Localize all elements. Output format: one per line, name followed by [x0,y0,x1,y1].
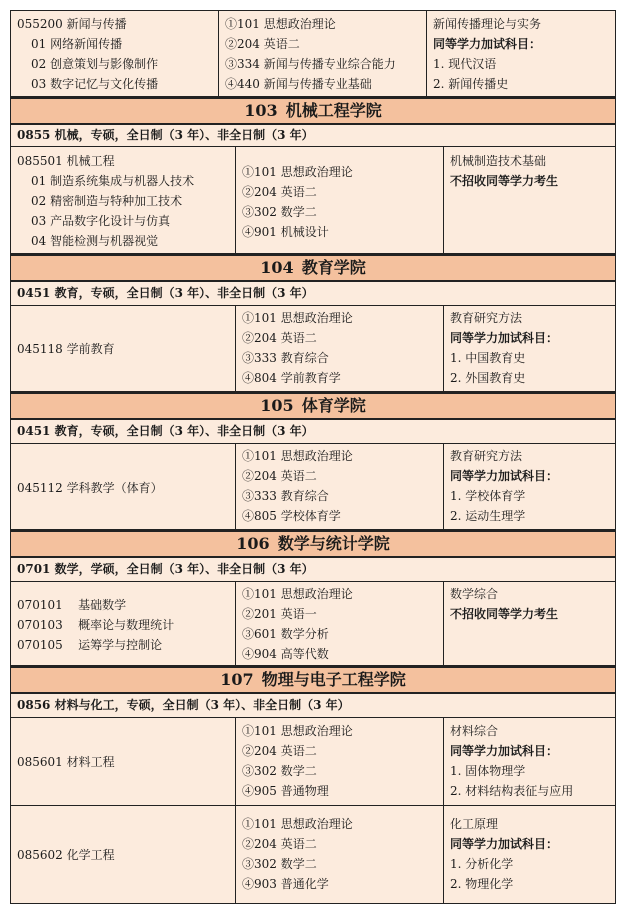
exam-item: ①101 思想政治理论 [242,311,353,325]
major-code: 085601 材料工程 [17,755,115,769]
exam-item: ④805 学校体育学 [242,509,341,523]
exam-cell [235,718,443,805]
exam-item: ①101 思想政治理论 [242,724,353,738]
major-item: 070105 运筹学与控制论 [17,638,163,652]
retest-item: 同等学力加试科目： [450,837,559,851]
exam-cell [235,582,443,665]
college-name: 体育学院 [301,396,366,415]
retest-item: 2. 外国教育史 [450,371,526,385]
exam-cell [235,147,443,253]
exam-item: ③302 数学二 [242,205,317,219]
college-name: 教育学院 [301,258,366,277]
exam-item: ②204 英语二 [242,331,317,345]
exam-item: ④804 学前教育学 [242,371,341,385]
retest-item: 2. 物理化学 [450,877,514,891]
major-code: 045112 学科教学（体育） [17,481,163,495]
retest-item: 2. 材料结构表征与应用 [450,784,574,798]
direction-item: 03 产品数字化设计与仿真 [31,214,171,228]
exam-item: ②204 英语二 [242,837,317,851]
major-code: 045118 学前教育 [17,342,115,356]
major-cell [11,11,218,96]
direction-item: 02 精密制造与特种加工技术 [31,194,183,208]
retest-item: 化工原理 [450,817,499,831]
major-cell [11,806,235,903]
direction-item: 02 创意策划与影像制作 [31,57,159,71]
exam-item: ②204 英语二 [242,185,317,199]
retest-item: 2. 运动生理学 [450,509,526,523]
college-number: 107 [220,670,254,689]
exam-item: ①101 思想政治理论 [242,449,353,463]
college-number: 105 [260,396,294,415]
retest-item: 1. 中国教育史 [450,351,526,365]
exam-item: ②204 英语二 [242,469,317,483]
exam-item: ④903 普通化学 [242,877,329,891]
program-row-chemical [10,806,616,904]
retest-item: 新闻传播理论与实务 [433,17,542,31]
exam-cell [235,806,443,903]
category-row: 0451 教育，专硕，全日制（3 年）、非全日制（3 年） [10,282,616,306]
retest-item: 1. 现代汉语 [433,57,497,71]
retest-cell [426,11,615,96]
exam-item: ④901 机械设计 [242,225,329,239]
exam-cell [235,444,443,529]
college-header-104 [10,254,616,282]
direction-item: 04 智能检测与机器视觉 [31,234,159,248]
retest-item: 1. 固体物理学 [450,764,526,778]
program-row-mechanical [10,147,616,254]
college-number: 104 [260,258,294,277]
college-number: 106 [236,534,270,553]
exam-item: ③333 教育综合 [242,489,329,503]
retest-cell [443,444,615,529]
exam-item: ③333 教育综合 [242,351,329,365]
direction-item: 01 制造系统集成与机器人技术 [31,174,195,188]
exam-item: ①101 思想政治理论 [242,817,353,831]
major-cell [11,582,235,665]
major-cell [11,718,235,805]
retest-item: 不招收同等学力考生 [450,607,559,621]
exam-cell [218,11,426,96]
exam-item: ③302 数学二 [242,764,317,778]
retest-item: 不招收同等学力考生 [450,174,559,188]
exam-item: ①101 思想政治理论 [242,165,353,179]
college-name: 机械工程学院 [285,101,382,120]
retest-item: 数学综合 [450,587,499,601]
major-code: 085602 化学工程 [17,848,115,862]
retest-item: 教育研究方法 [450,449,523,463]
category-row: 0701 数学，学硕，全日制（3 年）、非全日制（3 年） [10,558,616,582]
program-row-pe [10,444,616,530]
exam-item: ②204 英语二 [242,744,317,758]
college-name: 物理与电子工程学院 [261,670,406,689]
retest-cell [443,306,615,391]
program-row-news [10,10,616,97]
college-header-105 [10,392,616,420]
exam-item: ③334 新闻与传播专业综合能力 [225,57,396,71]
college-header-107 [10,666,616,694]
retest-item: 1. 学校体育学 [450,489,526,503]
retest-item: 同等学力加试科目： [433,37,542,51]
program-row-preschool [10,306,616,392]
exam-item: ④440 新闻与传播专业基础 [225,77,372,91]
retest-cell [443,147,615,253]
retest-cell [443,718,615,805]
college-header-106 [10,530,616,558]
major-item: 070103 概率论与数理统计 [17,618,175,632]
exam-item: ①101 思想政治理论 [242,587,353,601]
retest-item: 教育研究方法 [450,311,523,325]
retest-item: 1. 分析化学 [450,857,514,871]
retest-item: 同等学力加试科目： [450,744,559,758]
major-cell [11,147,235,253]
college-name: 数学与统计学院 [277,534,390,553]
direction-item: 01 网络新闻传播 [31,37,123,51]
category-row: 0451 教育，专硕，全日制（3 年）、非全日制（3 年） [10,420,616,444]
retest-cell [443,582,615,665]
major-code: 055200 新闻与传播 [17,17,127,31]
exam-item: ②201 英语一 [242,607,317,621]
retest-item: 机械制造技术基础 [450,154,547,168]
category-row: 0855 机械，专硕，全日制（3 年）、非全日制（3 年） [10,125,616,147]
college-header-103 [10,97,616,125]
exam-item: ③302 数学二 [242,857,317,871]
exam-item: ③601 数学分析 [242,627,329,641]
retest-item: 同等学力加试科目： [450,331,559,345]
exam-item: ①101 思想政治理论 [225,17,336,31]
retest-cell [443,806,615,903]
retest-item: 材料综合 [450,724,499,738]
exam-cell [235,306,443,391]
exam-item: ②204 英语二 [225,37,300,51]
major-cell [11,444,235,529]
retest-item: 2. 新闻传播史 [433,77,509,91]
exam-item: ④905 普通物理 [242,784,329,798]
major-code: 085501 机械工程 [17,154,115,168]
major-cell [11,306,235,391]
program-row-materials [10,718,616,806]
college-number: 103 [244,101,278,120]
program-row-math [10,582,616,666]
major-item: 070101 基础数学 [17,598,127,612]
retest-item: 同等学力加试科目： [450,469,559,483]
direction-item: 03 数字记忆与文化传播 [31,77,159,91]
exam-item: ④904 高等代数 [242,647,329,661]
category-row: 0856 材料与化工，专硕，全日制（3 年）、非全日制（3 年） [10,694,616,718]
